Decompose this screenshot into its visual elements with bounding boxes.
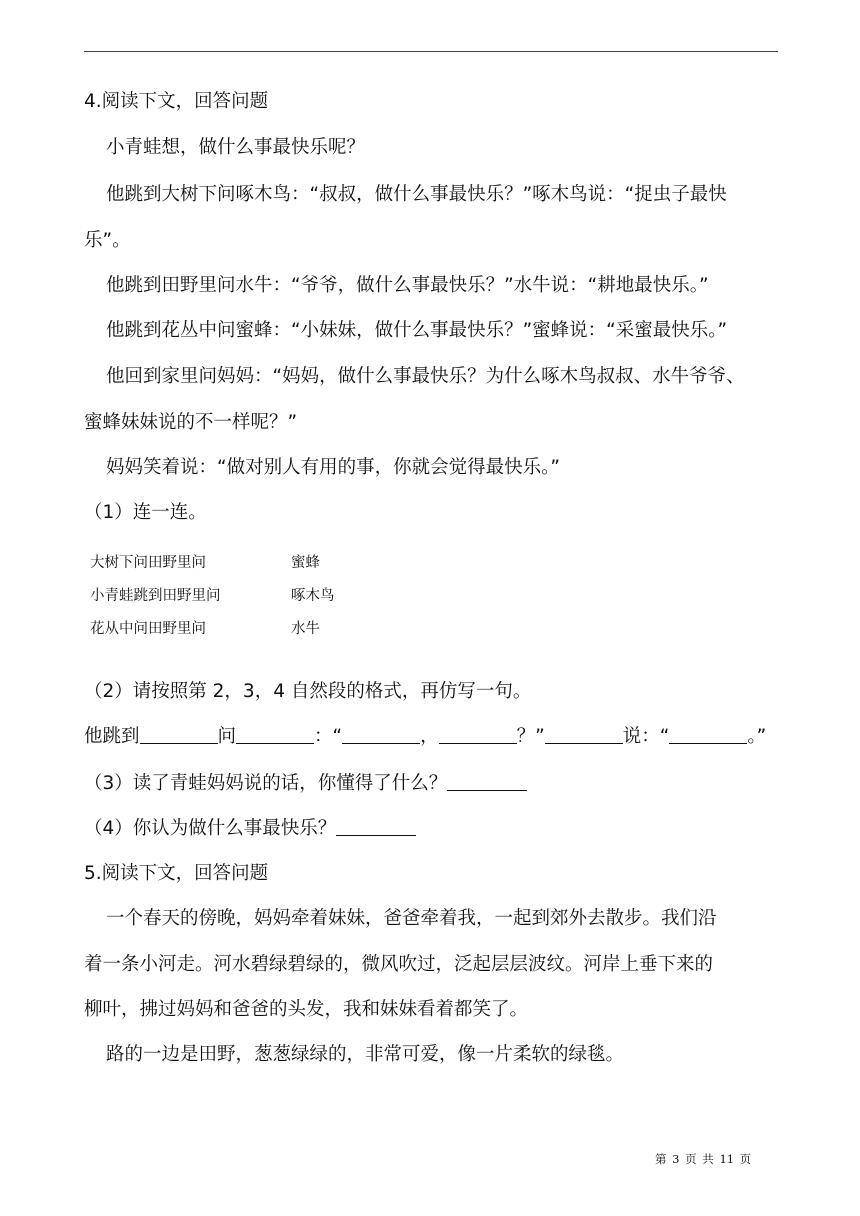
q4-paragraph-5-line-2: 蜜蜂妹妹说的不一样呢？” [84,412,298,433]
match-left-item-3: 花从中问田野里问 [90,621,206,637]
imitation-text-6: 说：“ [622,726,670,747]
q4-paragraph-4: 他跳到花丛中问蜜蜂：“小妹妹，做什么事最快乐？”蜜蜂说：“采蜜最快乐。” [106,320,728,341]
q5-paragraph-2: 路的一边是田野，葱葱绿绿的，非常可爱，像一片柔软的绿毯。 [106,1044,625,1065]
q4-sub-question-4 [84,817,416,841]
match-right-item-1: 蜜蜂 [291,555,320,571]
header-rule [84,51,778,52]
q4-paragraph-2-line-1: 他跳到大树下问啄木鸟：“叔叔，做什么事最快乐？”啄木鸟说：“捉虫子最快 [106,184,727,205]
answer-blank[interactable] [439,725,517,744]
answer-blank[interactable] [336,817,416,836]
q5-paragraph-1-line-1: 一个春天的傍晚，妈妈牵着妹妹，爸爸牵着我，一起到郊外去散步。我们沿 [106,908,717,929]
answer-blank[interactable] [236,725,314,744]
match-right-item-3: 水牛 [291,621,320,637]
sub-question-3-text: （3）读了青蛙妈妈说的话，你懂得了什么？ [84,773,448,794]
q4-paragraph-5-line-1: 他回到家里问妈妈：“妈妈，做什么事最快乐？为什么啄木鸟叔叔、水牛爷爷、 [106,366,745,387]
imitation-text-1: 他跳到 [84,726,140,747]
q4-sub-question-1: （1）连一连。 [84,502,207,523]
q5-paragraph-1-line-2: 着一条小河走。河水碧绿碧绿的，微风吹过，泛起层层波纹。河岸上垂下来的 [84,954,714,975]
imitation-text-5: ？” [516,726,545,747]
q4-sub-question-3 [84,772,527,796]
match-left-item-2: 小青蛙跳到田野里问 [90,588,221,604]
answer-blank[interactable] [342,725,420,744]
match-right-item-2: 啄木鸟 [291,588,335,604]
q5-paragraph-1-line-3: 柳叶，拂过妈妈和爸爸的头发，我和妹妹看着都笑了。 [84,999,529,1020]
answer-blank[interactable] [447,772,527,791]
question-4-title: 4.阅读下文，回答问题 [84,91,269,112]
answer-blank[interactable] [545,725,623,744]
imitation-text-3: ：“ [314,726,343,747]
match-left-item-1: 大树下问田野里问 [90,555,206,571]
answer-blank[interactable] [669,725,747,744]
imitation-text-7: 。” [747,726,767,747]
imitation-sentence [84,725,766,749]
q4-sub-question-2: （2）请按照第 2，3，4 自然段的格式，再仿写一句。 [84,681,532,702]
q4-paragraph-1: 小青蛙想，做什么事最快乐呢？ [106,137,366,158]
sub-question-4-text: （4）你认为做什么事最快乐？ [84,818,337,839]
imitation-text-4: ， [420,726,439,747]
q4-paragraph-3: 他跳到田野里问水牛：“爷爷，做什么事最快乐？”水牛说：“耕地最快乐。” [106,275,709,296]
answer-blank[interactable] [140,725,218,744]
q4-paragraph-6: 妈妈笑着说：“做对别人有用的事，你就会觉得最快乐。” [106,457,560,478]
imitation-text-2: 问 [217,726,237,747]
q4-paragraph-2-line-2: 乐”。 [84,230,131,251]
question-5-title: 5.阅读下文，回答问题 [84,863,269,884]
page-number: 第 3 页 共 11 页 [655,1152,752,1166]
